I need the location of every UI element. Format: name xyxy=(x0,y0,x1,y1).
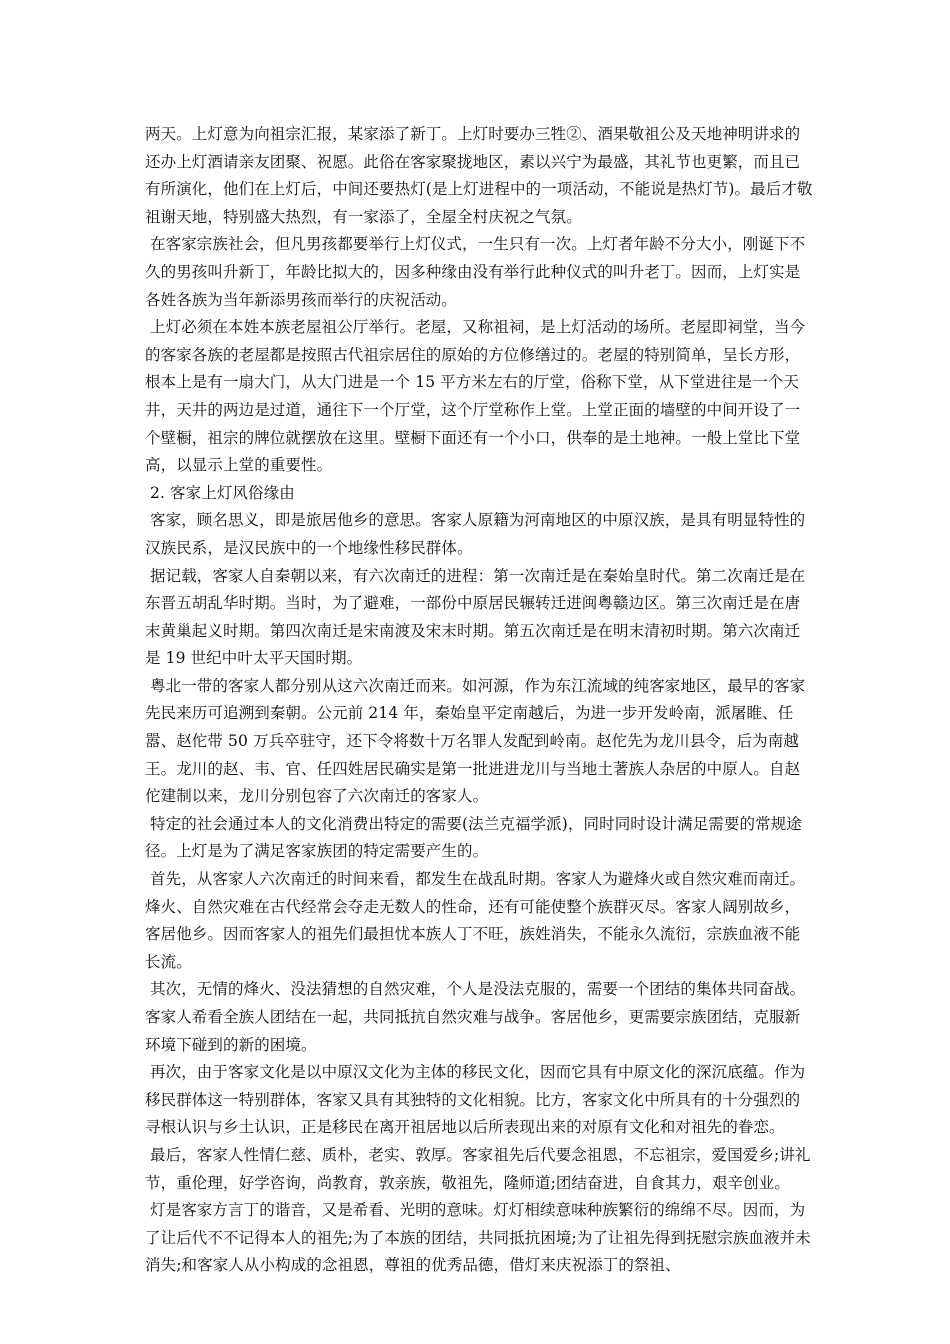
paragraph-10: 其次，无情的烽火、没法猜想的自然灾难，个人是没法克服的，需要一个团结的集体共同奋战。客家人希看全族人团结在一起，共同抵抗自然灾难与战争。客居他乡，更需要宗族团结，克服新环境下碰到的新的困境。 xyxy=(145,980,806,1054)
paragraph-1: 两天。上灯意为向祖宗汇报，某家添了新丁。上灯时要办三牲②、酒果敬祖公及天地神明讲求的还办上灯酒请亲友团聚、祝愿。此俗在客家聚拢地区，素以兴宁为最盛，其礼节也更繁，而且已有所演化，他们在上灯后，中间还要热灯(是上灯进程中的一项活动，不能说是热灯节)。最后才敬祖谢天地，特别盛大热烈，有一家添了，全屋全村庆祝之气氛。 xyxy=(145,125,813,226)
paragraph-5: 客家，顾名思义，即是旅居他乡的意思。客家人原籍为河南地区的中原汉族，是具有明显特性的汉族民系，是汉民族中的一个地缘性移民群体。 xyxy=(145,511,806,557)
paragraph-2: 在客家宗族社会，但凡男孩都要举行上灯仪式，一生只有一次。上灯者年龄不分大小，刚诞下不久的男孩叫升新丁，年龄比拟大的，因多种缘由没有举行此种仪式的叫升老丁。因而，上灯实是各姓各族为当年新添男孩而举行的庆祝活动。 xyxy=(145,235,806,309)
section-heading: 2. 客家上灯风俗缘由 xyxy=(150,483,295,502)
paragraph-11: 再次，由于客家文化是以中原汉文化为主体的移民文化，因而它具有中原文化的深沉底蕴。作为移民群体这一特别群体，客家又具有其独特的文化相貌。比方，客家文化中所具有的十分强烈的寻根认识与乡土认识，正是移民在离开祖居地以后所表现出来的对原有文化和对祖先的眷恋。 xyxy=(145,1063,806,1137)
paragraph-7: 粤北一带的客家人都分别从这六次南迁而来。如河源，作为东江流域的纯客家地区，最早的客家先民来历可追溯到秦朝。公元前 214 年，秦始皇平定南越后，为进一步开发岭南，派屠睢、任嚣、赵佗带 50 万兵卒驻守，还下令将数十万名罪人发配到岭南。赵佗先为龙川县令，后为南越王。龙川的赵、韦、官、任四姓居民确实是第一批进进龙川与当地土著族人杂居的中原人。自赵佗建制以来，龙川分别包容了六次南迁的客家人。 xyxy=(145,676,806,806)
paragraph-3: 上灯必须在本姓本族老屋祖公厅举行。老屋，又称祖祠，是上灯活动的场所。老屋即祠堂，当今的客家各族的老屋都是按照古代祖宗居住的原始的方位修缮过的。老屋的特别简单，呈长方形，根本上是有一扇大门，从大门进是一个 15 平方米左右的厅堂，俗称下堂，从下堂进往是一个天井，天井的两边是过道，通往下一个厅堂，这个厅堂称作上堂。上堂正面的墙壁的中间开设了一个壁橱，祖宗的牌位就摆放在这里。壁橱下面还有一个小口，供奉的是土地神。一般上堂比下堂高，以显示上堂的重要性。 xyxy=(145,318,806,475)
document-body xyxy=(145,121,813,1280)
paragraph-12: 最后，客家人性情仁慈、质朴，老实、敦厚。客家祖先后代要念祖恩，不忘祖宗，爱国爱乡;讲礼节，重伦理，好学咨询，尚教育，敦亲族，敬祖先，隆师道;团结奋进，自食其力，艰辛创业。 xyxy=(145,1145,811,1192)
paragraph-9: 首先，从客家人六次南迁的时间来看，都发生在战乱时期。客家人为避烽火或自然灾难而南迁。烽火、自然灾难在古代经常会夺走无数人的性命，还有可能使整个族群灭尽。客家人阔别故乡，客居他乡。因而客家人的祖先们最担忧本族人丁不旺，族姓消失，不能永久流衍，宗族血液不能长流。 xyxy=(145,870,806,971)
paragraph-6: 据记载，客家人自秦朝以来，有六次南迁的进程：第一次南迁是在秦始皇时代。第二次南迁是在东晋五胡乱华时期。当时，为了避难，一部份中原居民辗转迁进闽粤赣边区。第三次南迁是在唐末黄巢起义时期。第四次南迁是宋南渡及宋末时期。第五次南迁是在明末清初时期。第六次南迁是 19 世纪中叶太平天国时期。 xyxy=(145,566,806,668)
paragraph-8: 特定的社会通过本人的文化消费出特定的需要(法兰克福学派)，同时同时设计满足需要的常规途径。上灯是为了满足客家族团的特定需要产生的。 xyxy=(145,814,802,861)
paragraph-13: 灯是客家方言丁的谐音，又是希看、光明的意味。灯灯相续意味种族繁衍的绵绵不尽。因而，为了让后代不不记得本人的祖先;为了本族的团结，共同抵抗困境;为了让祖先得到抚慰宗族血液并未消失;和客家人从小构成的念祖恩，尊祖的优秀品德，借灯来庆祝添丁的祭祖、 xyxy=(145,1201,811,1275)
